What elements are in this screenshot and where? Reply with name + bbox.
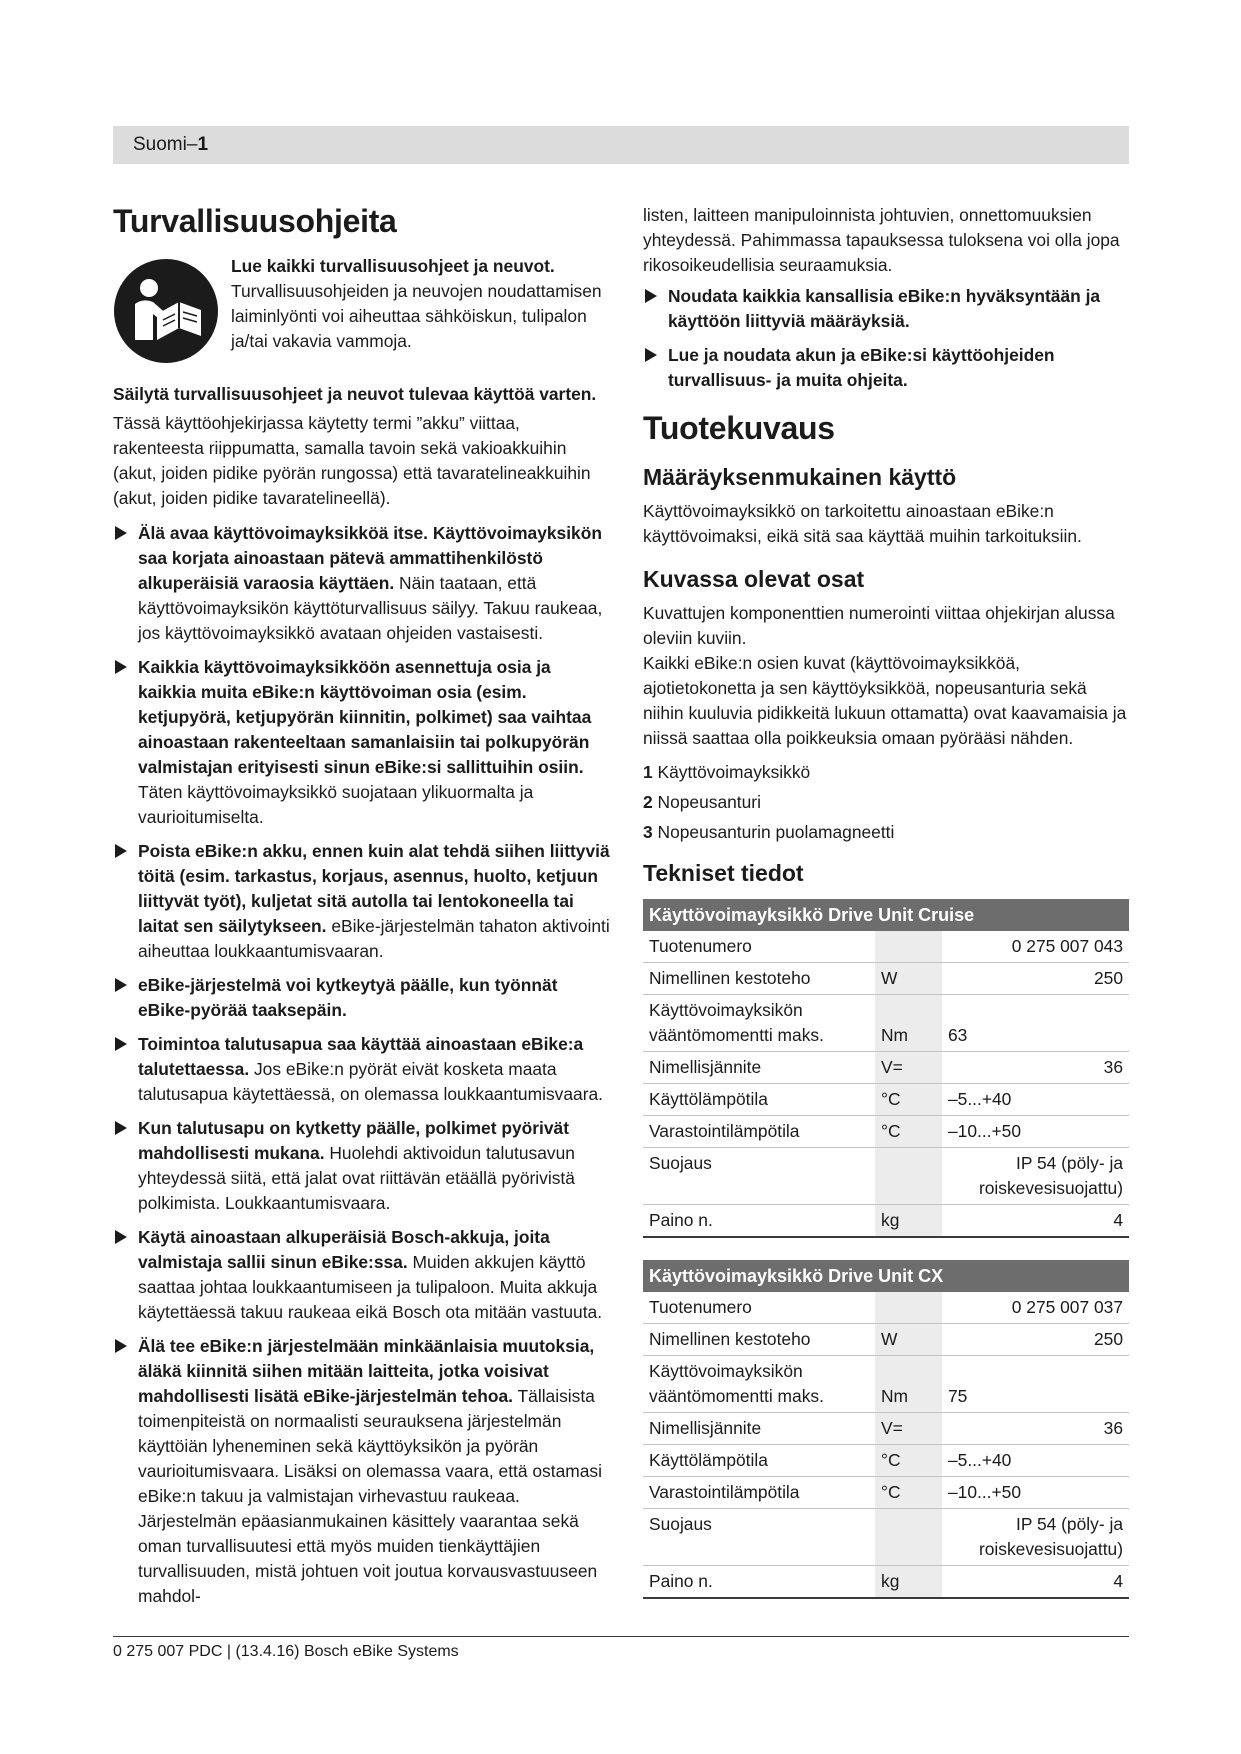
- bullet-bold: Lue ja noudata akun ja eBike:si käyttöohjeiden turvallisuus- ja muita ohjeita.: [668, 345, 1055, 390]
- safety-intro-text: [231, 254, 613, 354]
- row-label: Varastointilämpötila: [643, 1116, 875, 1148]
- row-label: Käyttövoimayksikön vääntömomentti maks.: [643, 995, 875, 1052]
- part-label: Nopeusanturin puolamagneetti: [652, 822, 895, 842]
- bullet-arrow-icon: [115, 1230, 127, 1244]
- row-value: 250: [942, 1324, 1129, 1356]
- row-value: 63: [942, 995, 1129, 1052]
- section-title-safety: Turvallisuusohjeita: [113, 203, 397, 239]
- row-value: 250: [942, 963, 1129, 995]
- row-value: 0 275 007 043: [942, 931, 1129, 963]
- parts-text-1: Kuvattujen komponenttien numerointi viittaa ohjekirjan alussa oleviin kuviin.: [643, 603, 1115, 648]
- spec-table-cruise: [643, 899, 1129, 1238]
- table-row: [643, 1116, 1129, 1148]
- row-unit: W: [875, 963, 942, 995]
- row-unit: W: [875, 1324, 942, 1356]
- list-item: [643, 787, 1129, 817]
- bullet-bold: Älä tee eBike:n järjestelmään minkäänlaisia muutoksia, äläkä kiinnitä siihen mitään laitteita, jotka voisivat mahdollisesti lisätä eBike-järjestelmän tehoa.: [138, 1336, 595, 1406]
- part-number: 2: [643, 792, 653, 812]
- part-label: Käyttövoimayksikkö: [652, 762, 811, 782]
- bullet-bold: Kaikkia käyttövoimayksikköön asennettuja osia ja kaikkia muita eBike:n käyttövoiman osia (esim. ketjupyörä, ketjupyörän kiinnitin, polkimet) saa vaihtaa ainoastaan rakenteeltaan samanlaisiin tai polkupyörän valmistajan erityisesti sinun eBike:si sallittuihin osiin.: [138, 657, 592, 777]
- bullet-bold: Älä avaa käyttövoimayksikköä itse. Käyttövoimayksikön saa korjata ainoastaan pätevä ammattihenkilöstö alkuperäisiä varaosia käyttäen.: [138, 523, 602, 593]
- bullet-text: Jos eBike:n pyörät eivät kosketa maata talutusapua käytettäessä, on olemassa loukkaantumisvaara.: [138, 1059, 603, 1104]
- bullet-arrow-icon: [115, 844, 127, 858]
- list-item: [643, 343, 1129, 393]
- table-row: [643, 963, 1129, 995]
- table-row: [643, 1324, 1129, 1356]
- list-item: [113, 1334, 613, 1609]
- bullet-bold: eBike-järjestelmä voi kytkeytyä päälle, kun työnnät eBike-pyörää taaksepäin.: [138, 975, 558, 1020]
- row-label: Paino n.: [643, 1566, 875, 1599]
- row-unit: kg: [875, 1205, 942, 1238]
- row-value: –10...+50: [942, 1116, 1129, 1148]
- row-label: Tuotenumero: [643, 1292, 875, 1324]
- row-value: 75: [942, 1356, 1129, 1413]
- table-row: [643, 1052, 1129, 1084]
- list-item: [643, 284, 1129, 334]
- row-unit: V=: [875, 1413, 942, 1445]
- page-header: [113, 126, 1129, 164]
- footer-divider: [113, 1636, 1129, 1637]
- row-unit: Nm: [875, 995, 942, 1052]
- heading-parts: Kuvassa olevat osat: [643, 566, 865, 592]
- bullet-arrow-icon: [115, 1121, 127, 1135]
- list-item: [113, 973, 613, 1023]
- table-row: [643, 1148, 1129, 1205]
- table-row: [643, 931, 1129, 963]
- heading-tech-data: Tekniset tiedot: [643, 860, 804, 886]
- row-unit: [875, 1509, 942, 1566]
- table-title: Käyttövoimayksikkö Drive Unit CX: [643, 1260, 1129, 1292]
- header-language: Suomi: [133, 134, 187, 155]
- row-value: –10...+50: [942, 1477, 1129, 1509]
- page-footer: 0 275 007 PDC | (13.4.16) Bosch eBike Systems: [113, 1643, 459, 1660]
- read-manual-icon: [113, 258, 219, 364]
- parts-list: [643, 757, 1129, 847]
- intro-rest: Turvallisuusohjeiden ja neuvojen noudattamisen laiminlyönti voi aiheuttaa sähköiskun, tulipalon ja/tai vakavia vammoja.: [231, 281, 602, 351]
- bullet-bold: Poista eBike:n akku, ennen kuin alat tehdä siihen liittyviä töitä (esim. tarkastus, korjaus, asennus, huolto, ketjuun liittyvät työt), kuljetat sitä autolla tai lentokoneella tai laitat sen säilytykseen.: [138, 841, 610, 936]
- bullet-text: Muiden akkujen käyttö saattaa johtaa loukkaantumiseen ja tulipaloon. Muita akkuja käytettäessä takuu raukeaa eikä Bosch ota mitään vastuuta.: [138, 1252, 603, 1322]
- row-unit: °C: [875, 1445, 942, 1477]
- row-label: Varastointilämpötila: [643, 1477, 875, 1509]
- bullet-arrow-icon: [645, 289, 657, 303]
- list-item: [113, 1032, 613, 1107]
- list-item: [643, 757, 1129, 787]
- table-row: [643, 1477, 1129, 1509]
- table-row: [643, 1445, 1129, 1477]
- row-unit: kg: [875, 1566, 942, 1599]
- intended-use-text: Käyttövoimayksikkö on tarkoitettu ainoastaan eBike:n käyttövoimaksi, eikä sitä saa käyttää muihin tarkoituksiin.: [643, 501, 1082, 546]
- row-label: Paino n.: [643, 1205, 875, 1238]
- header-sep: –: [186, 134, 198, 155]
- bullet-text: Huolehdi aktivoidun talutusavun yhteydessä siitä, että jalat ovat riittävän etäällä pyörivistä polkimista. Loukkaantumisvaara.: [138, 1143, 575, 1213]
- row-value: 36: [942, 1413, 1129, 1445]
- table-row: [643, 1509, 1129, 1566]
- right-column: [643, 203, 1129, 1599]
- save-instructions: Säilytä turvallisuusohjeet ja neuvot tulevaa käyttöä varten.: [113, 384, 597, 404]
- table-row: [643, 995, 1129, 1052]
- row-value: 36: [942, 1052, 1129, 1084]
- continuation-text: listen, laitteen manipuloinnista johtuvien, onnettomuuksien yhteydessä. Pahimmassa tapauksessa tuloksena voi olla jopa rikosoikeudellisia seuraamuksia.: [643, 205, 1120, 275]
- row-label: Suojaus: [643, 1148, 875, 1205]
- left-column: [113, 200, 613, 1618]
- table-row: [643, 1413, 1129, 1445]
- row-unit: [875, 1148, 942, 1205]
- list-item: [113, 1225, 613, 1325]
- heading-intended-use: Määräyksenmukainen käyttö: [643, 464, 957, 490]
- bullet-arrow-icon: [115, 978, 127, 992]
- bullet-text: Näin taataan, että käyttövoimayksikön käyttöturvallisuus säilyy. Takuu raukeaa, jos käyttövoimayksikkö avataan ohjeiden vastaisesti.: [138, 573, 603, 643]
- bullet-bold: Toimintoa talutusapua saa käyttää ainoastaan eBike:a talutettaessa.: [138, 1034, 584, 1079]
- row-label: Nimellinen kestoteho: [643, 963, 875, 995]
- list-item: [643, 817, 1129, 847]
- row-value: IP 54 (pöly- ja roiskevesisuojattu): [942, 1148, 1129, 1205]
- safety-intro: [113, 254, 613, 380]
- safety-bullets: [113, 521, 613, 1609]
- row-unit: [875, 931, 942, 963]
- list-item: [113, 1116, 613, 1216]
- list-item: [113, 839, 613, 964]
- row-unit: °C: [875, 1116, 942, 1148]
- row-label: Nimellisjännite: [643, 1413, 875, 1445]
- row-value: IP 54 (pöly- ja roiskevesisuojattu): [942, 1509, 1129, 1566]
- row-unit: [875, 1292, 942, 1324]
- parts-text-2: Kaikki eBike:n osien kuvat (käyttövoimayksikköä, ajotietokonetta ja sen käyttöyksikköä, nopeusanturia sekä niihin kuuluvia pidikkeitä lukuun ottamatta) ovat kaavamaisia ja niissä saattaa olla poikkeuksia omaan pyörääsi nähden.: [643, 653, 1127, 748]
- row-unit: °C: [875, 1477, 942, 1509]
- table-row: [643, 1084, 1129, 1116]
- row-value: 4: [942, 1205, 1129, 1238]
- row-label: Käyttölämpötila: [643, 1445, 875, 1477]
- right-bullets: [643, 284, 1129, 393]
- table-row: [643, 1566, 1129, 1599]
- section-title-product: Tuotekuvaus: [643, 410, 835, 446]
- bullet-arrow-icon: [645, 348, 657, 362]
- part-number: 3: [643, 822, 653, 842]
- row-label: Suojaus: [643, 1509, 875, 1566]
- row-unit: Nm: [875, 1356, 942, 1413]
- table-row: [643, 1356, 1129, 1413]
- part-number: 1: [643, 762, 653, 782]
- spec-table-cx: [643, 1260, 1129, 1599]
- row-label: Tuotenumero: [643, 931, 875, 963]
- bullet-arrow-icon: [115, 1037, 127, 1051]
- bullet-arrow-icon: [115, 1339, 127, 1353]
- bullet-arrow-icon: [115, 526, 127, 540]
- header-page-number: 1: [197, 134, 209, 155]
- row-value: 0 275 007 037: [942, 1292, 1129, 1324]
- term-paragraph: Tässä käyttöohjekirjassa käytetty termi ”akku” viittaa, rakenteesta riippumatta, samalla tavoin sekä vakioakkuihin (akut, joiden pidike pyörän rungossa) että tavaratelineakkuihin (akut, joiden pidike tavaratelineellä).: [113, 413, 591, 508]
- row-label: Käyttölämpötila: [643, 1084, 875, 1116]
- bullet-text: Täten käyttövoimayksikkö suojataan ylikuormalta ja vaurioitumiselta.: [138, 782, 534, 827]
- bullet-bold: Kun talutusapu on kytketty päälle, polkimet pyörivät mahdollisesti mukana.: [138, 1118, 569, 1163]
- row-value: –5...+40: [942, 1084, 1129, 1116]
- table-row: [643, 1205, 1129, 1238]
- row-unit: V=: [875, 1052, 942, 1084]
- bullet-bold: Käytä ainoastaan alkuperäisiä Bosch-akkuja, joita valmistaja sallii sinun eBike:ssa.: [138, 1227, 550, 1272]
- bullet-text: eBike-järjestelmän tahaton aktivointi aiheuttaa loukkaantumisvaaran.: [138, 916, 610, 961]
- table-row: [643, 1292, 1129, 1324]
- row-unit: °C: [875, 1084, 942, 1116]
- row-label: Nimellinen kestoteho: [643, 1324, 875, 1356]
- row-value: –5...+40: [942, 1445, 1129, 1477]
- bullet-text: Tällaisista toimenpiteistä on normaalisti seurauksena järjestelmän käyttöiän lyheneminen sekä käyttöyksikön ja pyörän vaurioitumisvaara. Lisäksi on olemassa vaara, että ostamasi eBike:n takuu ja valmistajan virhevastuu raukeaa. Järjestelmän epäasianmukainen käsittely vaarantaa sekä oman turvallisuutesi että myös muiden tienkäyttäjien turvallisuuden, mistä johtuen voit joutua korvausvastuuseen mahdol-: [138, 1386, 602, 1606]
- list-item: [113, 521, 613, 646]
- bullet-bold: Noudata kaikkia kansallisia eBike:n hyväksyntään ja käyttöön liittyviä määräyksiä.: [668, 286, 1101, 331]
- intro-bold: Lue kaikki turvallisuusohjeet ja neuvot.: [231, 256, 555, 276]
- row-label: Nimellisjännite: [643, 1052, 875, 1084]
- row-value: 4: [942, 1566, 1129, 1599]
- bullet-arrow-icon: [115, 660, 127, 674]
- row-label: Käyttövoimayksikön vääntömomentti maks.: [643, 1356, 875, 1413]
- part-label: Nopeusanturi: [652, 792, 761, 812]
- list-item: [113, 655, 613, 830]
- table-title: Käyttövoimayksikkö Drive Unit Cruise: [643, 899, 1129, 931]
